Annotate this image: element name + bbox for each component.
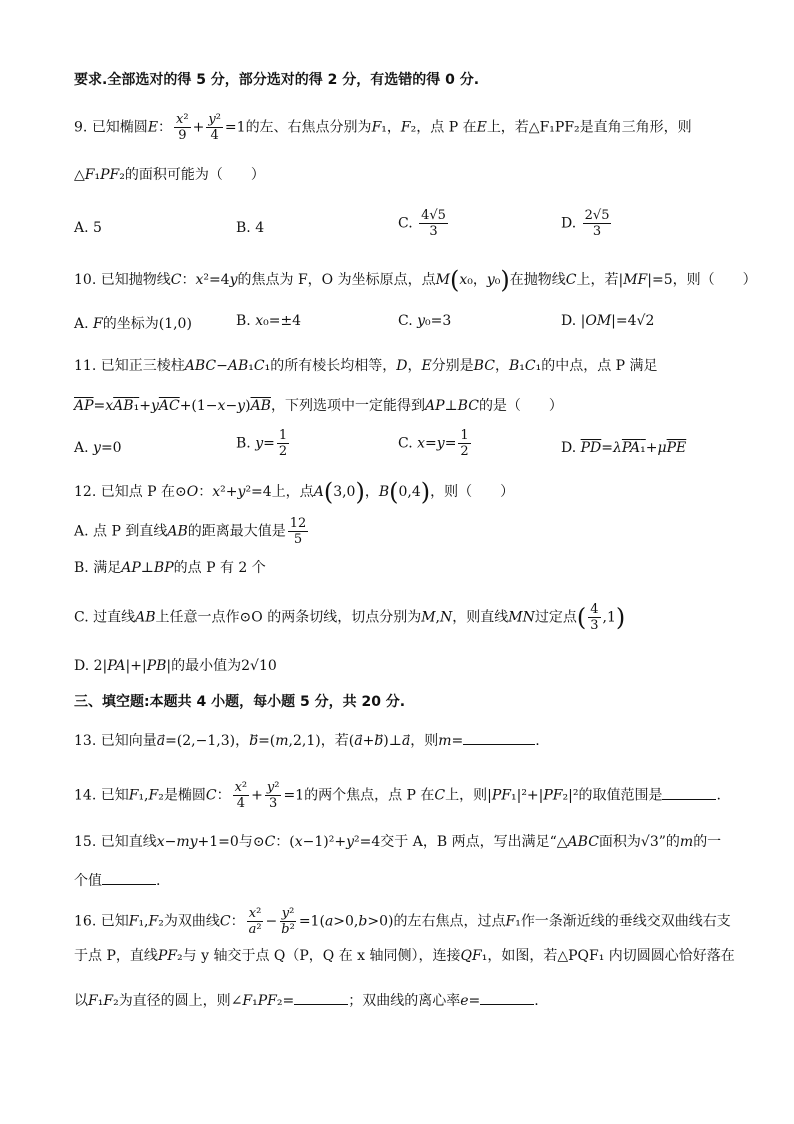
q9-option-d: D. $\frac{2√5}{3}$: [561, 208, 610, 239]
q12-option-a: A. 点 P 到直线AB的距离最大值是 $\frac{12}{5}$: [74, 516, 307, 547]
section-3-heading: 三、填空题:本题共 4 小题，每小题 5 分，共 20 分.: [74, 694, 406, 710]
q9-option-c: C. $\frac{4√5}{3}$: [398, 208, 446, 239]
question-16-line1: 16. 已知F₁,F₂为双曲线C： $\frac{\text{x²}}{\text{a²}}$ − $\frac{\text{y²}}{\text{b²}}$ =1(a>0,b>0)的左右焦点，过点F₁作一条渐近线的垂线交双曲线右支: [74, 906, 731, 937]
q14-answer-blank: [662, 785, 716, 800]
question-9-line1: 9. 已知椭圆E： $\frac{\text{x²}}{9}$ + $\frac{\text{y²}}{4}$ =1的左、右焦点分别为F₁，F₂，点 P 在E上，若△F₁PF₂是直角三角形，则: [74, 112, 692, 143]
question-14: 14. 已知F₁,F₂是椭圆C： $\frac{\text{x²}}{4}$ + $\frac{\text{y²}}{3}$ =1的两个焦点，点 P 在C上，则|PF₁|²+|PF₂|²的取值范围是 .: [74, 780, 721, 811]
question-13: 13. 已知向量a⃗=(2,−1,3)，b⃗=(m,2,1)，若(a⃗+b⃗)⊥a，则m= .: [74, 730, 734, 751]
question-10-stem: 10. 已知抛物线C：x²=4y的焦点为 F，O 为坐标原点，点M(x₀，y₀)在抛物线C上，若|MF|=5，则（ ）: [74, 266, 757, 294]
q10-option-c: C. y₀=3: [398, 313, 452, 329]
q10-option-a: A. F的坐标为(1,0): [74, 316, 192, 332]
question-15-line1: 15. 已知直线x−my+1=0与⊙C：(x−1)²+y²=4交于 A，B 两点，写出满足“△ABC面积为√3”的m的一: [74, 834, 722, 850]
question-11-line2: $\overline{AP}=xAB_1+y\overline{AC}+(1-x-y)\overline{AB}$，下列选项中一定能得到AP⊥BC的是（ ）: [74, 398, 563, 414]
q10-option-b: B. x₀=±4: [236, 313, 302, 329]
q9-option-b: B. 4: [236, 220, 265, 236]
q16-angle-blank: [294, 990, 348, 1005]
question-16-line2: 于点 P，直线PF₂与 y 轴交于点 Q（P，Q 在 x 轴同侧），连接QF₁，如图，若△PQF₁ 内切圆圆心恰好落在: [74, 948, 735, 964]
q15-answer-blank: [102, 870, 156, 885]
question-12-stem: 12. 已知点 P 在⊙O：x²+y²=4上，点A(3,0)，B(0,4)，则（ ）: [74, 478, 515, 506]
q11-option-c: C. x=y= $\frac{1}{2}$: [398, 428, 469, 459]
q12-option-d: D. 2|PA|+|PB|的最小值为2√10: [74, 658, 277, 674]
question-9-line2: △F₁PF₂的面积可能为（ ）: [74, 167, 265, 183]
q12-option-b: B. 满足AP⊥BP的点 P 有 2 个: [74, 560, 266, 576]
q12-option-c: C. 过直线AB上任意一点作⊙O 的两条切线，切点分别为M,N，则直线MN过定点( $\frac{4}{3}$ ,1): [74, 602, 626, 633]
question-16-line3: 以F₁F₂为直径的圆上，则∠F₁PF₂= ；双曲线的离心率e= .: [74, 990, 734, 1011]
q13-answer-blank: [463, 730, 535, 745]
q16-eccentricity-blank: [480, 990, 534, 1005]
question-15-line2: 个值 .: [74, 870, 734, 891]
q11-option-d: D. $\overline{PD}=\lambda PA_1+\mu\overline{PE}$: [561, 440, 687, 456]
q10-option-d: D. |OM|=4√2: [561, 313, 655, 329]
q11-option-b: B. y= $\frac{1}{2}$: [236, 428, 288, 459]
q11-option-a: A. y=0: [74, 440, 122, 456]
q9-option-a: A. 5: [74, 220, 102, 236]
section-note: 要求.全部选对的得 5 分，部分选对的得 2 分，有选错的得 0 分.: [74, 72, 480, 88]
question-11-line1: 11. 已知正三棱柱ABC−AB₁C₁的所有棱长均相等，D，E分别是BC，B₁C₁的中点，点 P 满足: [74, 358, 658, 374]
